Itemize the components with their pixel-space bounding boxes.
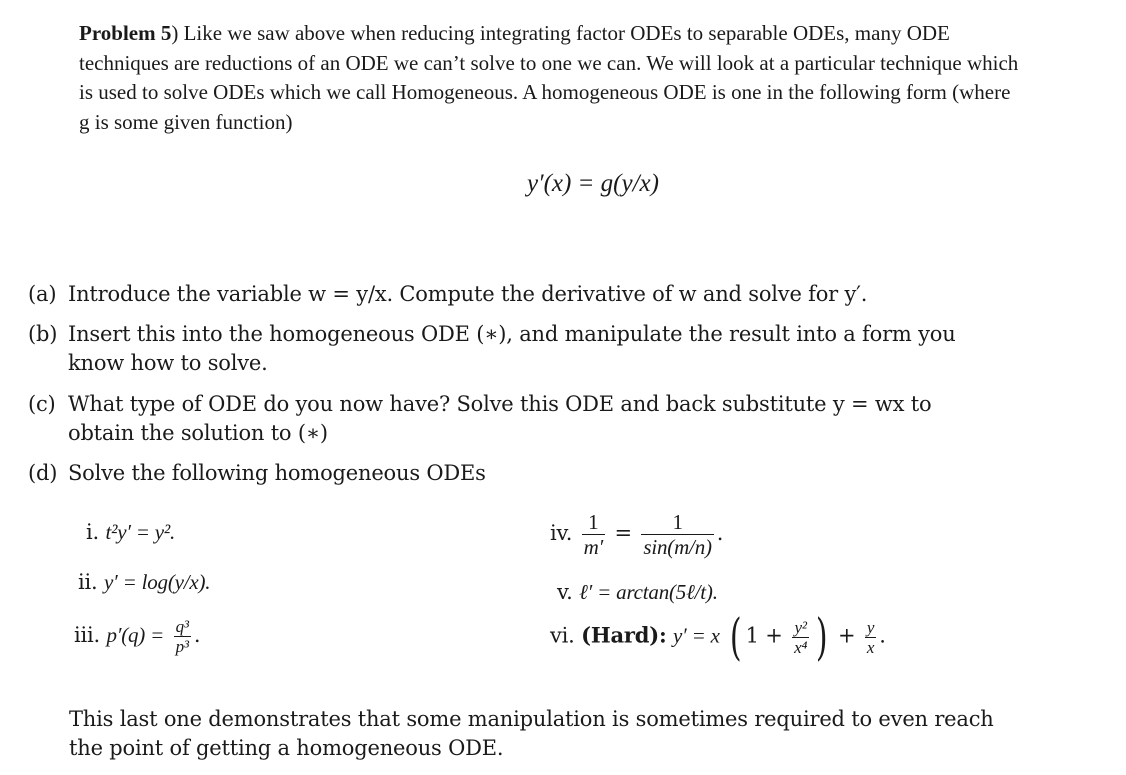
subpart-iii-lhs: p′(q) = (106, 623, 165, 647)
subpart-ii (78, 568, 210, 596)
subpart-v (557, 578, 718, 606)
subpart-vi-lhs: y′ = x (673, 623, 720, 648)
subpart-iv-fraction-right (641, 510, 713, 559)
subpart-iii-fraction (174, 617, 191, 656)
subpart-iii (74, 617, 200, 656)
subpart-vi (550, 608, 886, 666)
left-paren: ( (730, 608, 742, 666)
problem-intro (79, 19, 1019, 137)
subpart-vi-hard-label: (Hard): (581, 622, 667, 648)
subpart-vi-fraction-2 (865, 618, 876, 657)
subpart-vi-denominator-2: x (866, 637, 875, 657)
subpart-iv-left-denominator: m′ (583, 535, 604, 559)
subpart-iv (550, 510, 723, 559)
problem-label: Problem 5 (79, 21, 172, 45)
subpart-vi-numerator-2: y (866, 617, 875, 637)
subpart-iv-equals: = (614, 521, 632, 545)
subpart-iii-label: iii. (74, 623, 101, 647)
part-d-label: (d) (28, 461, 58, 485)
subpart-iv-fraction-left (582, 510, 605, 559)
subpart-iii-numerator: q³ (175, 617, 189, 636)
subpart-ii-label: ii. (78, 570, 98, 594)
subpart-vi-denominator: x⁴ (794, 637, 808, 657)
part-c-text: What type of ODE do you now have? Solve this ODE and back substitute y = wx to obtain the solution to (∗) (68, 392, 932, 445)
part-a (28, 280, 1003, 309)
subpart-v-equation: ℓ′ = arctan(5ℓ/t). (579, 580, 718, 604)
subpart-vi-period: . (879, 623, 886, 648)
part-b-label: (b) (28, 322, 58, 346)
subpart-iv-label: iv. (550, 521, 573, 545)
part-a-text: Introduce the variable w = y/x. Compute the derivative of w and solve for y′. (68, 282, 868, 306)
problem-intro-text: ) Like we saw above when reducing integrating factor ODEs to separable ODEs, many ODE techniques are reductions of an ODE we can’t solve to one we can. We will look at a particular technique which is used to solve ODEs which we call Homogeneous. A homogeneous ODE is one in the following form (where g is some given function) (79, 21, 1019, 134)
part-b-text: Insert this into the homogeneous ODE (∗), and manipulate the result into a form you know how to solve. (68, 322, 956, 375)
subpart-vi-fraction (792, 618, 809, 657)
subpart-ii-equation: y′ = log(y/x). (104, 570, 211, 594)
subpart-i (86, 518, 175, 546)
part-a-label: (a) (28, 282, 57, 306)
subpart-vi-label: vi. (550, 623, 575, 648)
subpart-vi-numerator: y² (792, 618, 809, 638)
subpart-iv-right-denominator: sin(m/n) (643, 535, 712, 559)
part-d (28, 459, 1003, 488)
subpart-iv-right-numerator: 1 (641, 510, 713, 535)
part-c-label: (c) (28, 392, 56, 416)
subpart-iv-left-numerator: 1 (582, 510, 605, 535)
right-paren: ) (816, 608, 828, 666)
part-b (28, 320, 1003, 378)
subpart-vi-one-plus: 1 + (745, 623, 783, 648)
subpart-i-label: i. (86, 520, 99, 544)
subpart-iv-period: . (716, 521, 724, 545)
display-equation: y′(x) = g(y/x) (527, 170, 659, 197)
closing-text: This last one demonstrates that some manipulation is sometimes required to even reach the point of getting a homogeneous ODE. (69, 707, 994, 760)
subpart-iii-period: . (193, 623, 201, 647)
part-d-text: Solve the following homogeneous ODEs (68, 461, 486, 485)
subpart-vi-plus: + (837, 623, 856, 648)
part-c (28, 390, 1003, 448)
subpart-iii-denominator: p³ (175, 637, 189, 656)
subpart-i-equation: t²y′ = y². (105, 520, 176, 544)
subpart-v-label: v. (557, 580, 573, 604)
